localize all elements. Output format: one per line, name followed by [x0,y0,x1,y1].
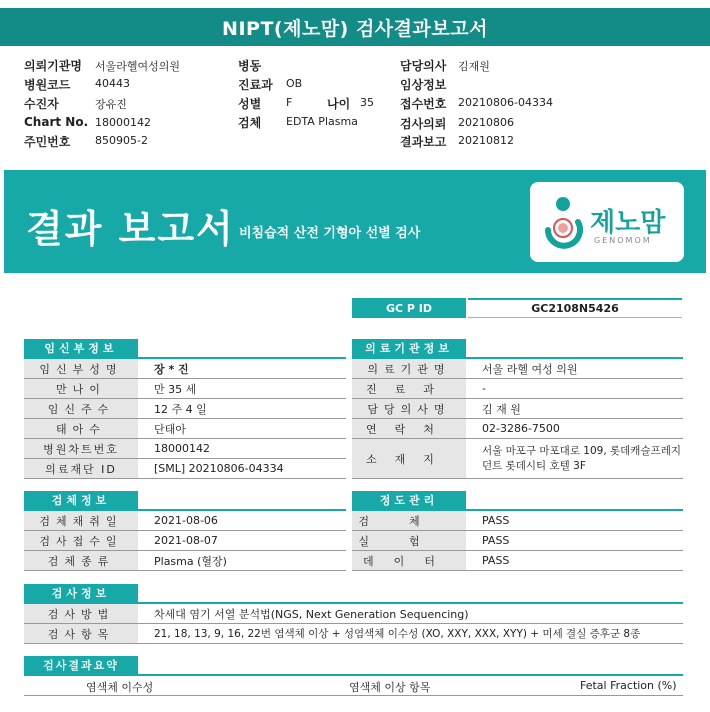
row-value: PASS [482,514,510,527]
gcpid-label: GC P ID [352,298,466,318]
mother-child-icon [538,192,588,252]
row-value: 12 주 4 일 [154,402,207,416]
table-row [352,551,683,571]
header-label: 담당의사 [400,59,447,73]
row-key: 검체 [352,511,466,530]
table-row [352,439,683,479]
row-key: 검사방법 [24,604,138,623]
row-key: 진료과 [352,379,466,398]
row-key: 검사항목 [24,624,138,643]
table-row [352,379,683,399]
header-value: EDTA Plasma [286,115,358,128]
table-row [24,399,346,419]
genomom-logo [530,182,684,262]
header-value: 850905-2 [95,134,148,147]
test-section-header: 검사정보 [24,584,138,602]
row-value: 18000142 [154,442,210,455]
table-row [24,439,346,459]
table-row [24,419,346,439]
table-row [24,551,346,571]
row-value: PASS [482,534,510,547]
row-value: 서울 라헬 여성 의원 [482,362,578,376]
header-value: F [286,96,293,109]
row-key: 소재지 [352,439,466,478]
row-value: [SML] 20210806-04334 [154,462,284,475]
row-value: 김 재 원 [482,402,521,416]
specimen-section-header: 검체정보 [24,491,138,509]
header-value: 18000142 [95,116,151,129]
table-row [352,419,683,439]
row-value: 2021-08-07 [154,534,218,547]
row-key: 만나이 [24,379,138,398]
row-key: 실험 [352,531,466,550]
header-label: 검사의뢰 [400,117,447,131]
table-row [352,359,683,379]
row-key: 검체채취일 [24,511,138,530]
report-title: NIPT(제노맘) 검사결과보고서 [0,8,710,46]
row-value: Plasma (혈장) [154,554,227,568]
table-row [24,459,346,479]
row-key: 의료재단 ID [24,459,138,478]
table-row [24,379,346,399]
banner-subtitle: 비침습적 산전 기형아 선별 검사 [239,226,421,241]
logo-word: 제노맘 [590,208,666,238]
row-value: 21, 18, 13, 9, 16, 22번 염색체 이상 + 성염색체 이수성 (XO, XXY, XXX, XYY) + 미세 결실 증후군 8종 [154,628,641,640]
row-key: 검체종류 [24,551,138,570]
row-key: 연락처 [352,419,466,438]
header-label: 진료과 [238,78,273,92]
row-value: 장 * 진 [154,362,189,376]
table-row [352,399,683,419]
header-label: 병원코드 [24,78,71,92]
row-key: 임신부성명 [24,359,138,378]
header-value: 20210806 [458,116,514,129]
gcpid-value: GC2108N5426 [468,298,682,318]
row-value: 2021-08-06 [154,514,218,527]
table-row [24,624,683,644]
table-row [24,359,346,379]
age-label: 나이 [327,97,351,111]
qc-section-header: 정도관리 [352,491,466,509]
header-value: 20210812 [458,134,514,147]
header-value: 20210806-04334 [458,96,553,109]
header-value: 40443 [95,77,130,90]
row-value: 서울 마포구 마포대로 109, 롯데캐슬프레지던트 롯데시티 호텔 3F [482,444,682,472]
header-label: 의뢰기관명 [24,59,82,73]
row-key: 임신주수 [24,399,138,418]
row-key: 의료기관명 [352,359,466,378]
summary-col: 염색체 이상 항목 [349,681,431,694]
row-key: 담당의사명 [352,399,466,418]
row-value: 02-3286-7500 [482,422,560,435]
table-row [24,604,683,624]
banner-title: 결과 보고서 [26,207,235,251]
row-key: 병원차트번호 [24,439,138,458]
header-value: 서울라헬여성의원 [95,60,181,73]
header-label: 성별 [238,97,262,111]
row-value: PASS [482,554,510,567]
summary-col: Fetal Fraction (%) [580,679,677,692]
header-label: 결과보고 [400,135,447,149]
table-row [352,531,683,551]
table-row [24,511,346,531]
header-label: 검체 [238,116,262,130]
row-key: 데이터 [352,551,466,570]
age-value: 35 [360,96,374,109]
header-label: 병동 [238,59,262,73]
row-value: 차세대 염기 서열 분석법(NGS, Next Generation Sequencing) [154,607,469,621]
table-row [352,511,683,531]
row-value: 만 35 세 [154,382,197,396]
row-key: 검사접수일 [24,531,138,550]
header-label: Chart No. [24,115,89,129]
institution-section-header: 의료기관정보 [352,339,466,357]
header-value: 장유진 [95,98,127,111]
header-value: OB [286,77,303,90]
result-banner [4,170,706,273]
header-label: 주민번호 [24,135,71,149]
row-value: 단태아 [154,422,186,436]
header-label: 수진자 [24,97,59,111]
table-row [24,531,346,551]
summary-section-header: 검사결과요약 [24,656,138,674]
header-label: 임상정보 [400,78,447,92]
patient-section-header: 임신부정보 [24,339,138,357]
logo-sub: GENOMOM [594,236,652,245]
header-value: 김재원 [458,60,490,73]
summary-col: 염색체 이수성 [86,681,154,694]
row-key: 태아수 [24,419,138,438]
summary-header-row [24,676,683,696]
row-value: - [482,382,486,395]
header-label: 접수번호 [400,97,447,111]
